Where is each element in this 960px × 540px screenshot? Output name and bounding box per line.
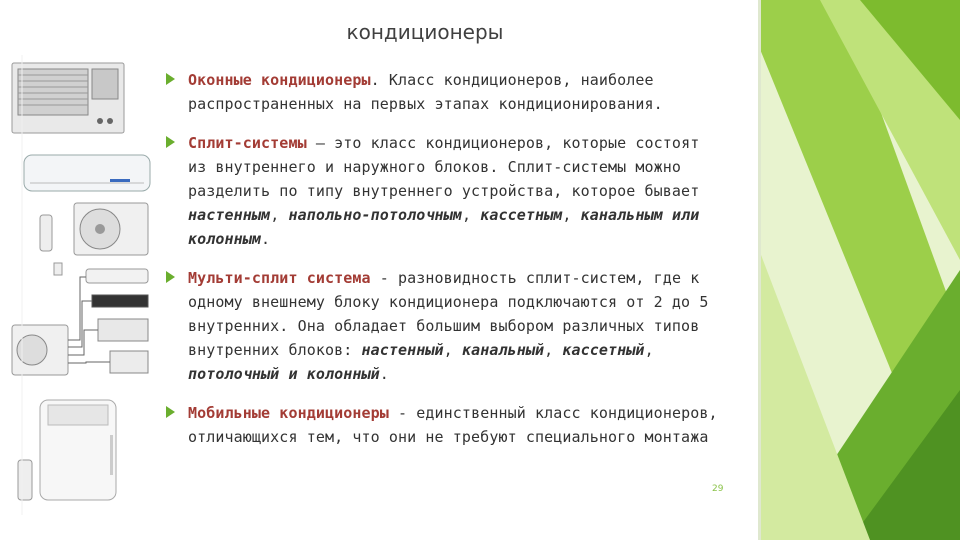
bullet-body: . Класс кондиционеров, наиболее распространенных на первых этапах кондиционирования. bbox=[188, 71, 663, 113]
separator: , bbox=[544, 341, 563, 359]
separator: , bbox=[461, 206, 481, 224]
bullet-multi-split bbox=[166, 266, 726, 386]
emphasis-duct: канальный bbox=[461, 341, 545, 359]
panel-shadow bbox=[758, 0, 761, 540]
bullet-mobile-ac bbox=[166, 401, 726, 449]
emphasis-wall: настенным bbox=[188, 206, 271, 224]
window-ac-image bbox=[12, 63, 124, 133]
bullet-text bbox=[188, 131, 726, 251]
play-arrow-icon bbox=[166, 406, 175, 418]
separator: , bbox=[562, 206, 581, 224]
air-conditioners-illustration bbox=[10, 55, 160, 515]
page-number: 29 bbox=[712, 484, 724, 494]
bullet-term: Мульти-сплит система bbox=[188, 269, 371, 287]
bullet-term: Сплит-системы bbox=[188, 134, 307, 152]
emphasis-cassette: кассетным bbox=[480, 206, 563, 224]
separator: , bbox=[270, 206, 289, 224]
emphasis-cassette: кассетный bbox=[562, 341, 645, 359]
slide-title: кондиционеры bbox=[346, 20, 504, 44]
bullet-list bbox=[166, 68, 726, 464]
bullet-term: Оконные кондиционеры bbox=[188, 71, 371, 89]
multi-split-diagram-image bbox=[12, 263, 148, 375]
play-arrow-icon bbox=[166, 271, 175, 283]
period: . bbox=[261, 230, 271, 248]
emphasis-duct-column: канальным или колонным bbox=[188, 206, 700, 248]
bullet-body: – это класс кондиционеров, которые состоят из внутреннего и наружного блоков. Сплит-системы можно разделить по типу внутреннего устройства, которое бывает bbox=[188, 134, 700, 200]
emphasis-floor-ceiling: напольно-потолочным bbox=[288, 206, 462, 224]
bullet-text bbox=[188, 68, 726, 116]
bullet-split-systems bbox=[166, 131, 726, 251]
separator: , bbox=[644, 341, 654, 359]
bullet-body: - единственный класс кондиционеров, отличающихся тем, что они не требуют специального монтажа bbox=[188, 404, 718, 446]
separator: , bbox=[443, 341, 462, 359]
play-arrow-icon bbox=[166, 136, 175, 148]
period: . bbox=[379, 365, 389, 383]
bullet-body: - разновидность сплит-систем, где к одному внешнему блоку кондиционера подключаются от 2 до 5 внутренних. Она обладает большим выбором различных типов внутренних блоков: bbox=[188, 269, 709, 359]
split-outdoor-unit-image bbox=[74, 203, 148, 255]
emphasis-wall: настенный bbox=[361, 341, 444, 359]
bullet-text bbox=[188, 266, 726, 386]
split-indoor-unit-image bbox=[24, 155, 150, 191]
bullet-term: Мобильные кондиционеры bbox=[188, 404, 389, 422]
remote-image bbox=[40, 215, 52, 251]
bullet-window-ac bbox=[166, 68, 726, 116]
bullet-text bbox=[188, 401, 726, 449]
play-arrow-icon bbox=[166, 73, 175, 85]
emphasis-ceiling-column: потолочный и колонный bbox=[188, 365, 380, 383]
